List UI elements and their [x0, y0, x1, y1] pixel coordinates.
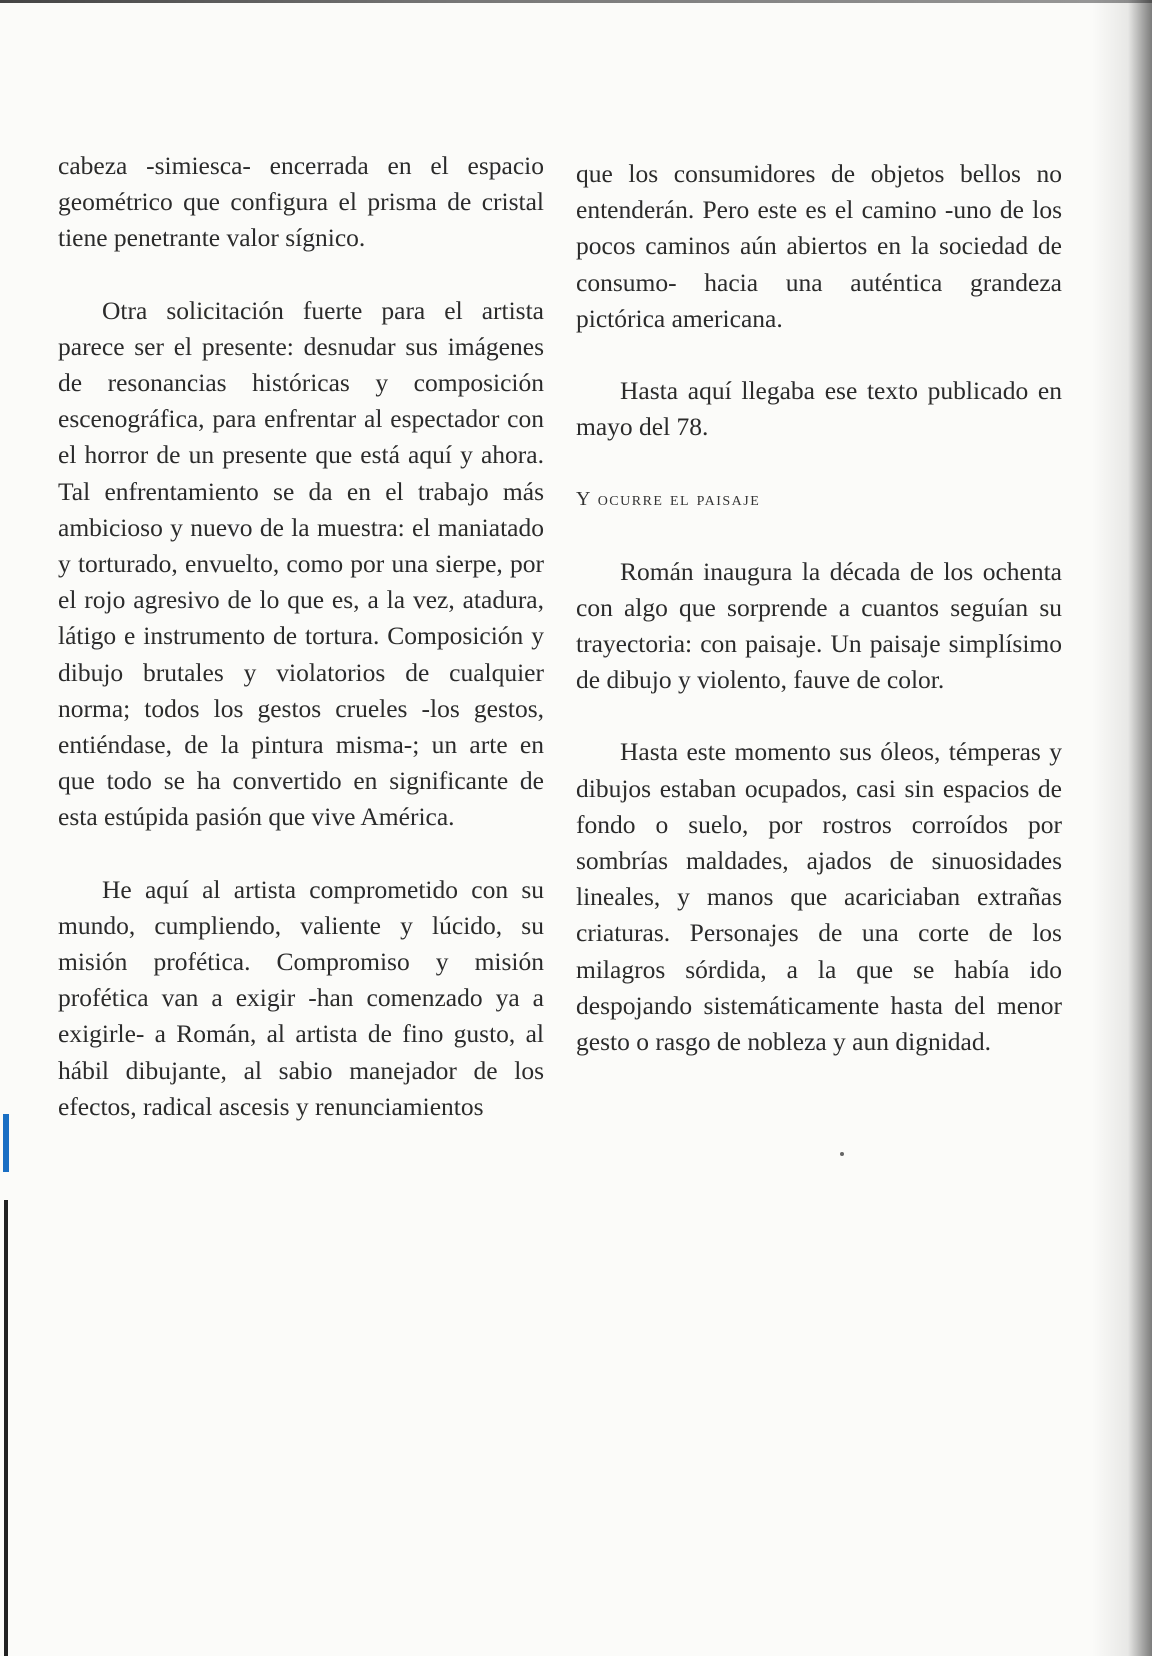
left-paragraph-2: Otra solicitación fuerte para el artista parece ser el presente: desnudar sus imágenes de resonancias históricas y composición escenográfica, para enfrentar al espectador con el horror de un presente que está aquí y ahora. Tal enfrentamiento se da en el trabajo más ambicioso y nuevo de la muestra: el maniatado y torturado, envuelto, como por una sierpe, por el rojo agresivo de lo que es, a la vez, atadura, látigo e instrumento de tortura. Composición y dibujo brutales y violatorios de cualquier norma; todos los gestos crueles -los gestos, entiéndase, de la pintura misma-; un arte en que todo se ha convertido en significante de esta estúpida pasión que vive América.	[58, 295, 544, 832]
edge-color-marker	[3, 1114, 9, 1172]
page-binding-shadow	[1092, 0, 1152, 1656]
right-paragraph-2: Hasta aquí llegaba ese texto publicado en mayo del 78.	[576, 376, 1062, 442]
edge-dark-marker	[4, 1200, 8, 1656]
right-column	[576, 156, 1062, 1060]
page-top-edge	[0, 0, 1152, 3]
right-paragraph-3: Román inaugura la década de los ochenta con algo que sorprende a cuantos seguían su trayectoria: con paisaje. Un paisaje simplísimo de dibujo y violento, fauve de color.	[576, 556, 1062, 695]
left-paragraph-1: cabeza -simiesca- encerrada en el espacio geométrico que configura el prisma de cristal tiene penetrante valor sígnico.	[58, 151, 544, 253]
right-paragraph-4: Hasta este momento sus óleos, témperas y dibujos estaban ocupados, casi sin espacios de fondo o suelo, por rostros corroídos por sombrías maldades, ajados de sinuosidades lineales, y manos que acariciaban extrañas criaturas. Personajes de una corte de los milagros sórdida, a la que se había ido despojando sistemáticamente hasta del menor gesto o rasgo de nobleza y aun dignidad.	[576, 737, 1062, 1057]
left-paragraph-3: He aquí al artista comprometido con su mundo, cumpliendo, valiente y lúcido, su misión profética. Compromiso y misión profética van a exigir -han comenzado ya a exigirle- a Román, al artista de fino gusto, al hábil dibujante, al sabio manejador de los efectos, radical ascesis y renunciamientos	[58, 874, 544, 1121]
right-paragraph-1: que los consumidores de objetos bellos no entenderán. Pero este es el camino -uno de los pocos caminos aún abiertos en la sociedad de consumo- hacia una auténtica grandeza pictórica americana.	[576, 159, 1062, 333]
section-heading: Y ocurre el paisaje	[576, 488, 761, 511]
left-column	[58, 148, 544, 1125]
ink-speck	[840, 1152, 844, 1156]
